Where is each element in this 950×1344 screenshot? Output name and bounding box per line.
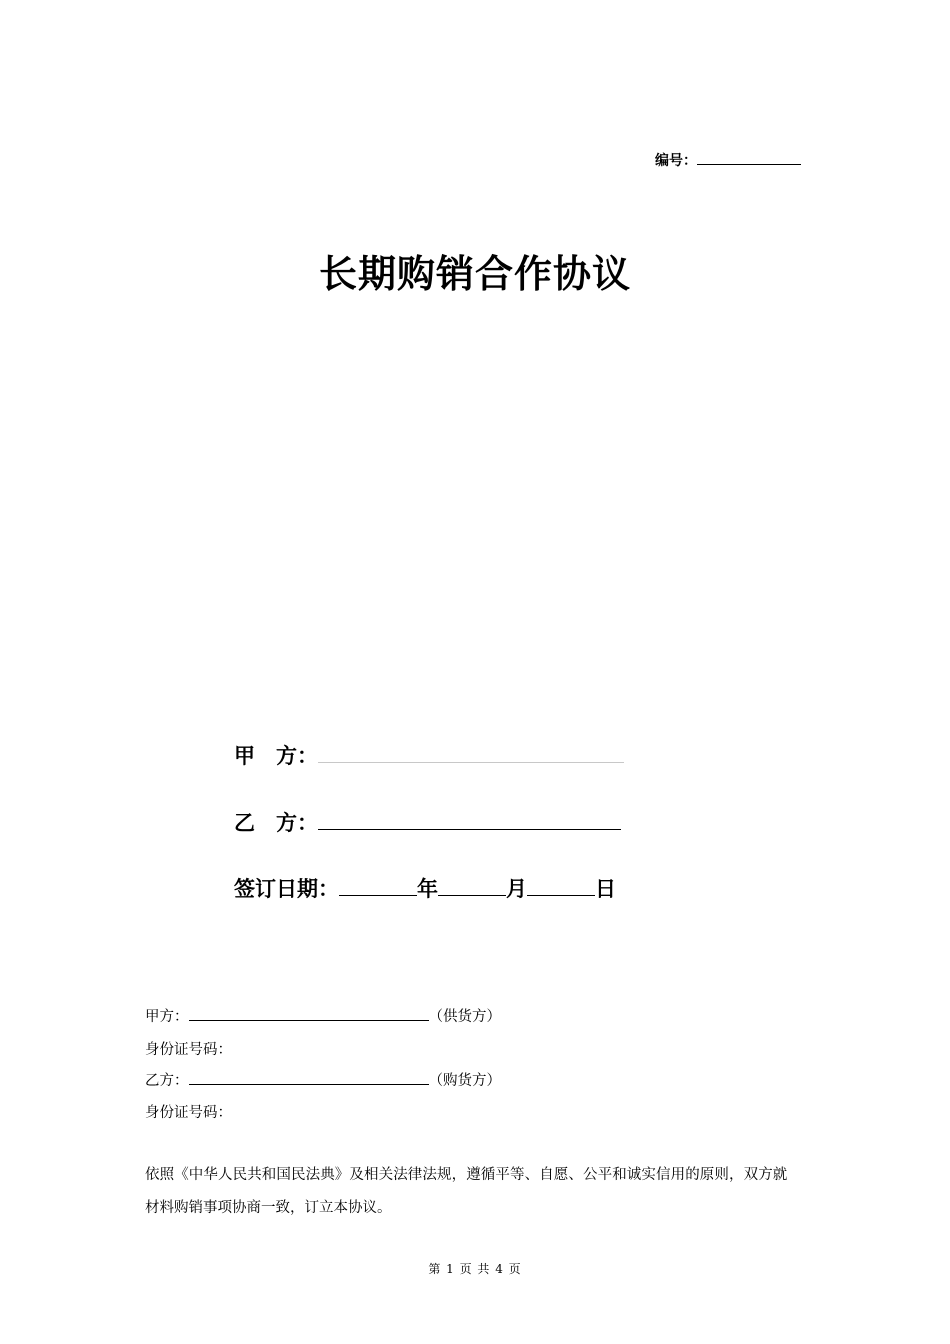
sign-month-label: 月	[506, 877, 527, 901]
party-b-line	[145, 1069, 501, 1090]
sign-year-field[interactable]	[339, 875, 417, 896]
party-b-field[interactable]	[189, 1069, 429, 1085]
sign-day-field[interactable]	[527, 875, 595, 896]
document-number	[655, 150, 801, 170]
party-a-label: 甲方：	[145, 1009, 189, 1025]
page-footer: 第 1 页 共 4 页	[428, 1262, 522, 1276]
document-number-label: 编号：	[655, 153, 697, 169]
sign-date-label: 签订日期：	[234, 877, 339, 901]
sign-month-field[interactable]	[438, 875, 506, 896]
document-number-field[interactable]	[697, 150, 801, 165]
cover-sign-date	[234, 873, 616, 903]
party-a-field[interactable]	[189, 1005, 429, 1021]
sign-day-label: 日	[595, 877, 616, 901]
party-b-id-line	[145, 1101, 232, 1122]
party-a-id-label: 身份证号码：	[145, 1042, 232, 1058]
party-b-id-label: 身份证号码：	[145, 1105, 232, 1121]
party-b-label: 乙方：	[145, 1073, 189, 1089]
cover-party-b	[234, 807, 621, 837]
body-paragraph-line-2: 材料购销事项协商一致，订立本协议。	[145, 1200, 392, 1216]
party-a-role: （供货方）	[428, 1009, 501, 1025]
party-b-role: （购货方）	[428, 1073, 501, 1089]
body-paragraph-line-1: 依照《中华人民共和国民法典》及相关法律法规，遵循平等、自愿、公平和诚实信用的原则，双方就	[145, 1167, 788, 1183]
cover-party-a	[234, 740, 624, 770]
party-a-id-line	[145, 1038, 232, 1059]
party-a-line	[145, 1005, 501, 1026]
cover-party-b-field[interactable]	[318, 809, 621, 830]
cover-party-b-label: 乙 方：	[234, 811, 318, 835]
document-title: 长期购销合作协议	[318, 252, 631, 296]
cover-party-a-field[interactable]	[318, 742, 624, 763]
sign-year-label: 年	[417, 877, 438, 901]
cover-party-a-label: 甲 方：	[234, 744, 318, 768]
